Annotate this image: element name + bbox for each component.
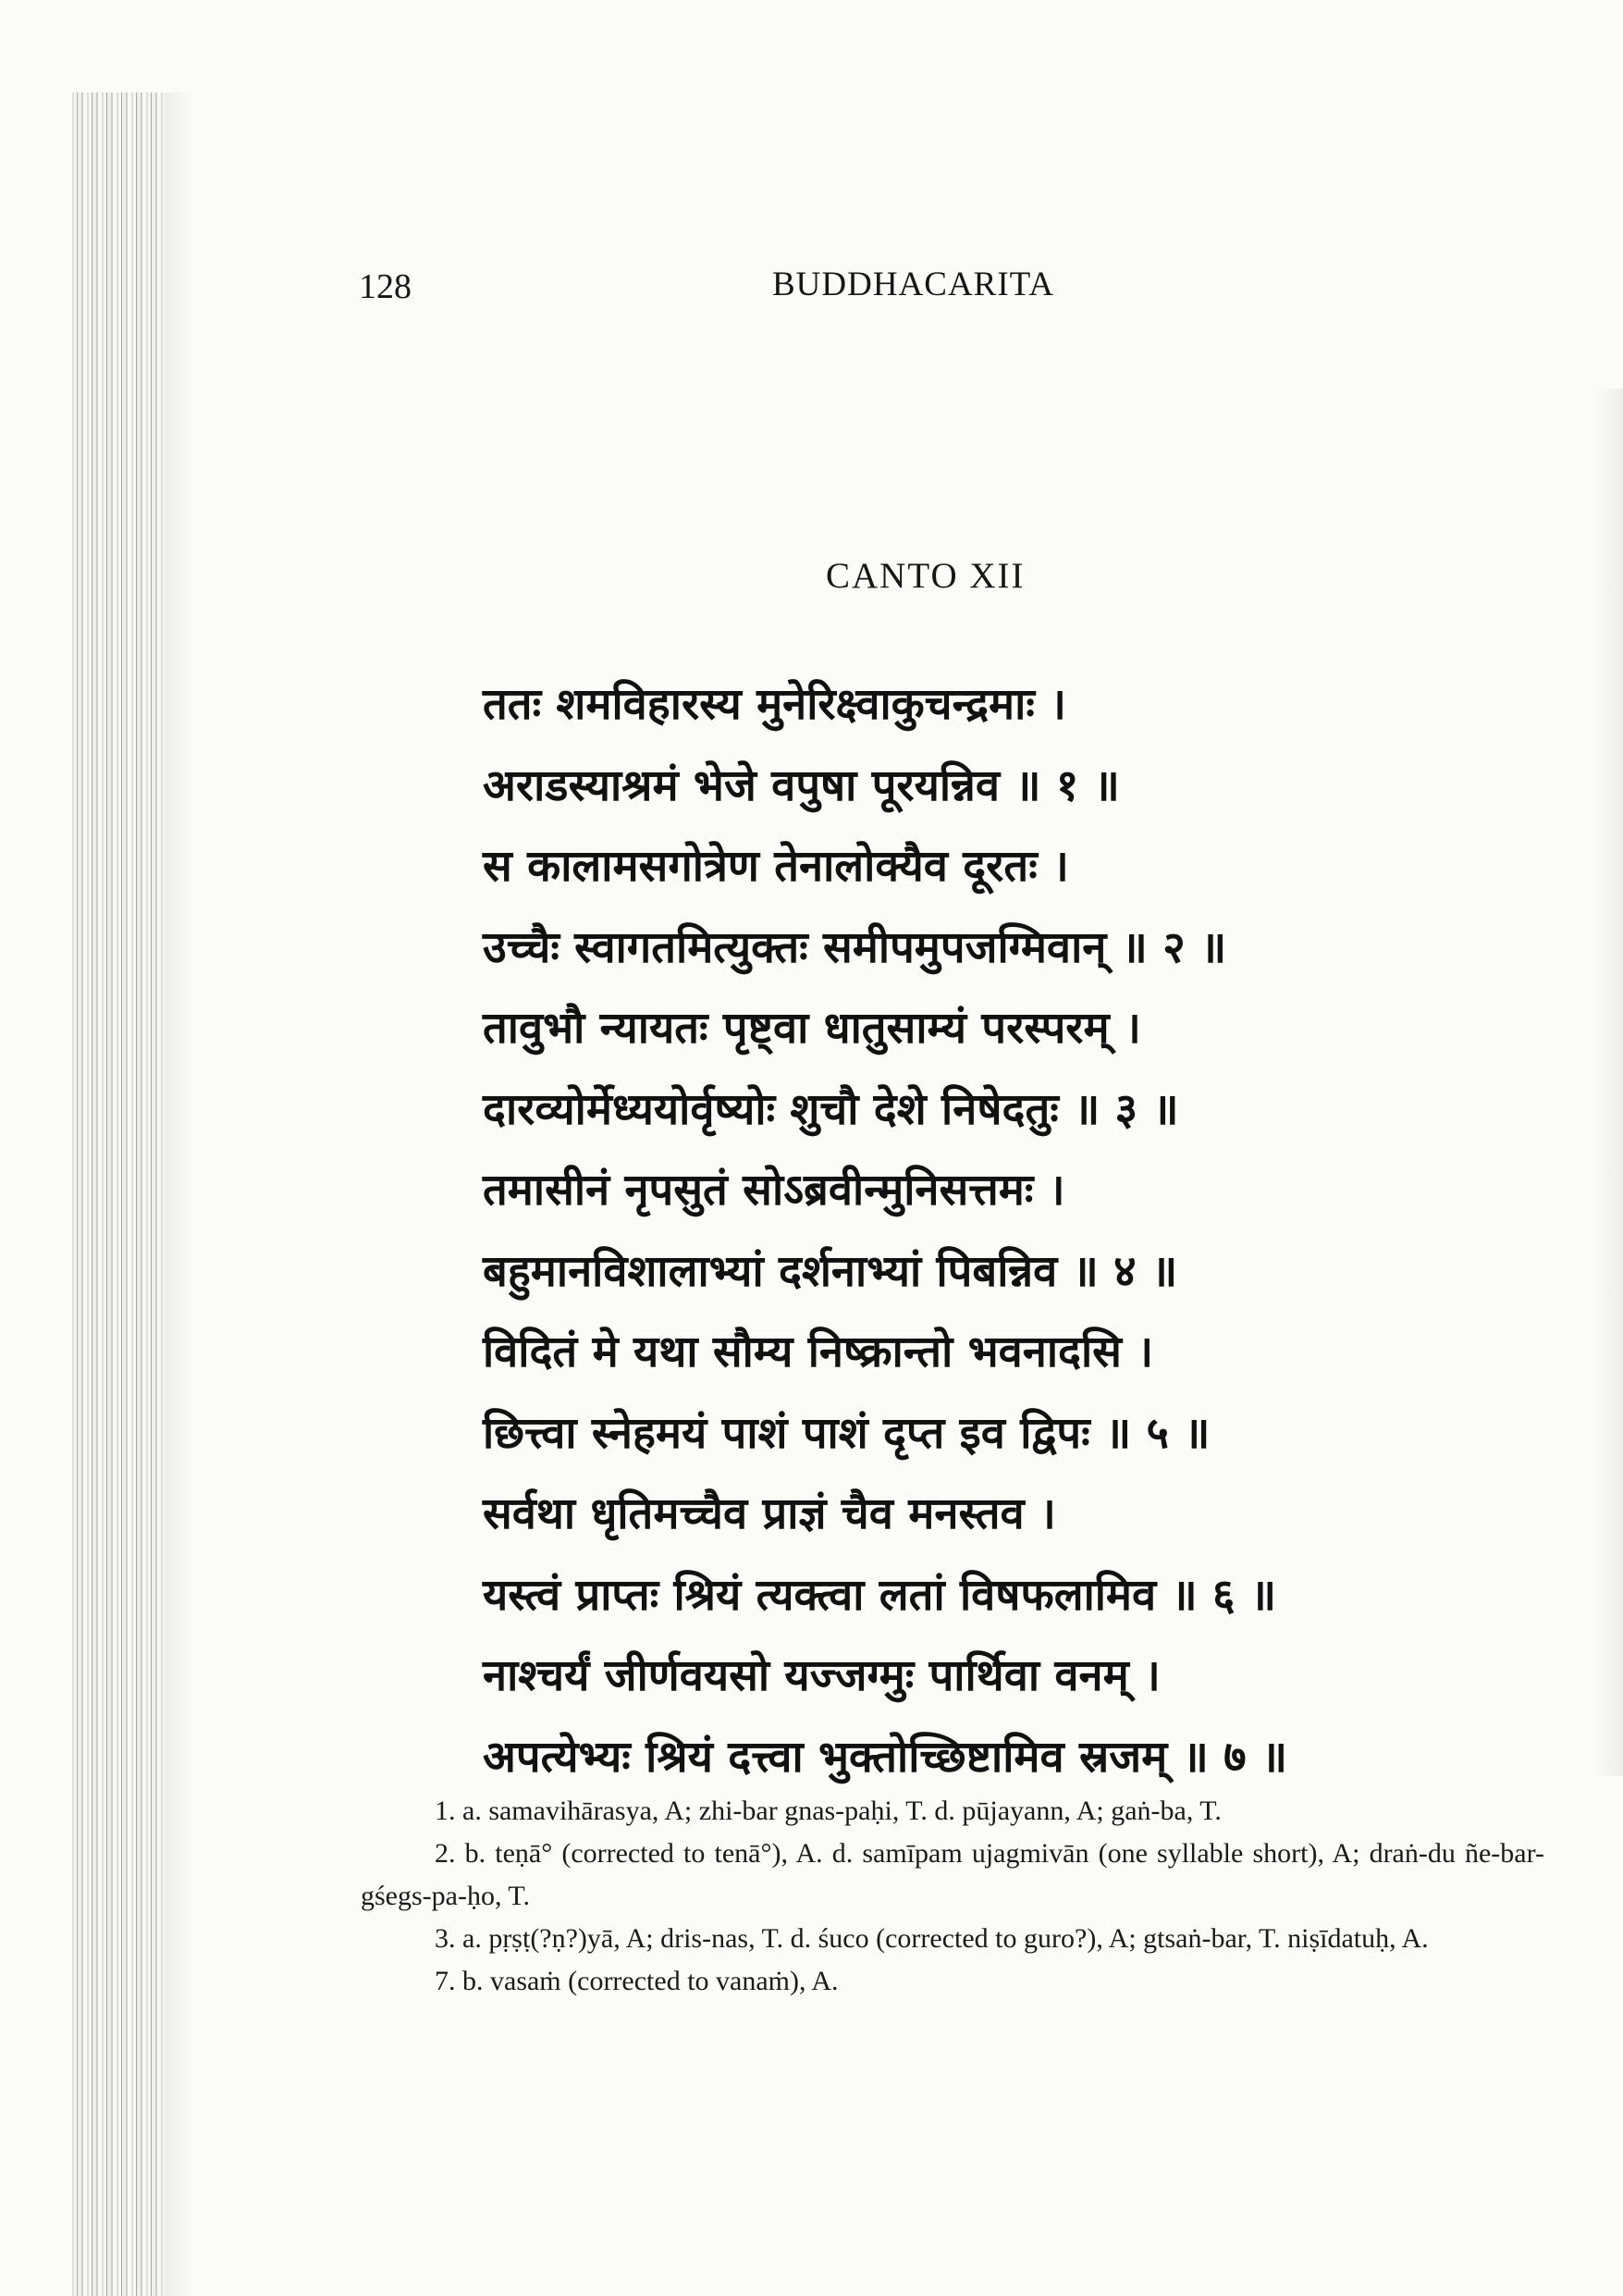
verse-line: सर्वथा धृतिमच्चैव प्राज्ञं चैव मनस्तव । [483, 1488, 1056, 1539]
verse-line: छित्त्वा स्नेहमयं पाशं पाशं दृप्त इव द्विपः ॥ ५ ॥ [483, 1407, 1211, 1459]
book-binding-edge [72, 93, 165, 2296]
verse-line: उच्चैः स्वागतमित्युक्तः समीपमुपजग्मिवान् ॥ २ ॥ [483, 921, 1227, 973]
verse-line: दारव्योर्मेध्ययोर्वृष्योः शुचौ देशे निषेदतुः ॥ ३ ॥ [483, 1083, 1179, 1135]
verse-line: ततः शमविहारस्य मुनेरिक्ष्वाकुचन्द्रमाः । [483, 679, 1066, 730]
footnote: 3. a. pṛṣṭ(?ṇ?)yā, A; dris-nas, T. d. śuco (corrected to guro?), A; gtsaṅ-bar, T. niṣīdatuḥ, A. [435, 1923, 1429, 1954]
verse-line: बहुमानविशालाभ्यां दर्शनाभ्यां पिबन्निव ॥ ४ ॥ [483, 1245, 1178, 1297]
page-edge-shadow [1595, 389, 1623, 1776]
verse-line: अपत्येभ्यः श्रियं दत्त्वा भुक्तोच्छिष्टामिव स्रजम् ॥ ७ ॥ [483, 1731, 1288, 1783]
footnote: 7. b. vasaṁ (corrected to vanaṁ), A. [435, 1966, 839, 1996]
running-title: BUDDHACARITA [772, 265, 1055, 303]
verse-line: तमासीनं नृपसुतं सोऽब्रवीन्मुनिसत्तमः । [483, 1165, 1065, 1216]
page-number: 128 [359, 267, 412, 306]
verse-line: नाश्चर्यं जीर्णवयसो यज्जग्मुः पार्थिवा वनम् । [483, 1650, 1161, 1701]
canto-title: CANTO XII [826, 556, 1026, 596]
footnote: 2. b. teṇā° (corrected to tenā°), A. d. samīpam ujagmivān (one syllable short), A; draṅ-du ñe-bar-gśegs-pa-ḥo, T. [361, 1838, 1544, 1911]
verse-line: यस्त्वं प्राप्तः श्रियं त्यक्त्वा लतां विषफलामिव ॥ ६ ॥ [483, 1569, 1276, 1621]
verse-line: विदितं मे यथा सौम्य निष्क्रान्तो भवनादसि । [483, 1327, 1154, 1377]
footnote: 1. a. samavihārasya, A; zhi-bar gnas-paḥi, T. d. pūjayann, A; gaṅ-ba, T. [435, 1796, 1222, 1826]
footnotes [361, 1790, 1544, 2003]
verse-line: अराडस्याश्रमं भेजे वपुषा पूरयन्निव ॥ १ ॥ [483, 759, 1120, 811]
binding-shadow [165, 93, 192, 2296]
verse-line: तावुभौ न्यायतः पृष्ट्वा धातुसाम्यं परस्परम् । [483, 1003, 1141, 1054]
verse-line: स कालामसगोत्रेण तेनालोक्यैव दूरतः । [483, 841, 1069, 892]
verse-block [483, 664, 1537, 1797]
